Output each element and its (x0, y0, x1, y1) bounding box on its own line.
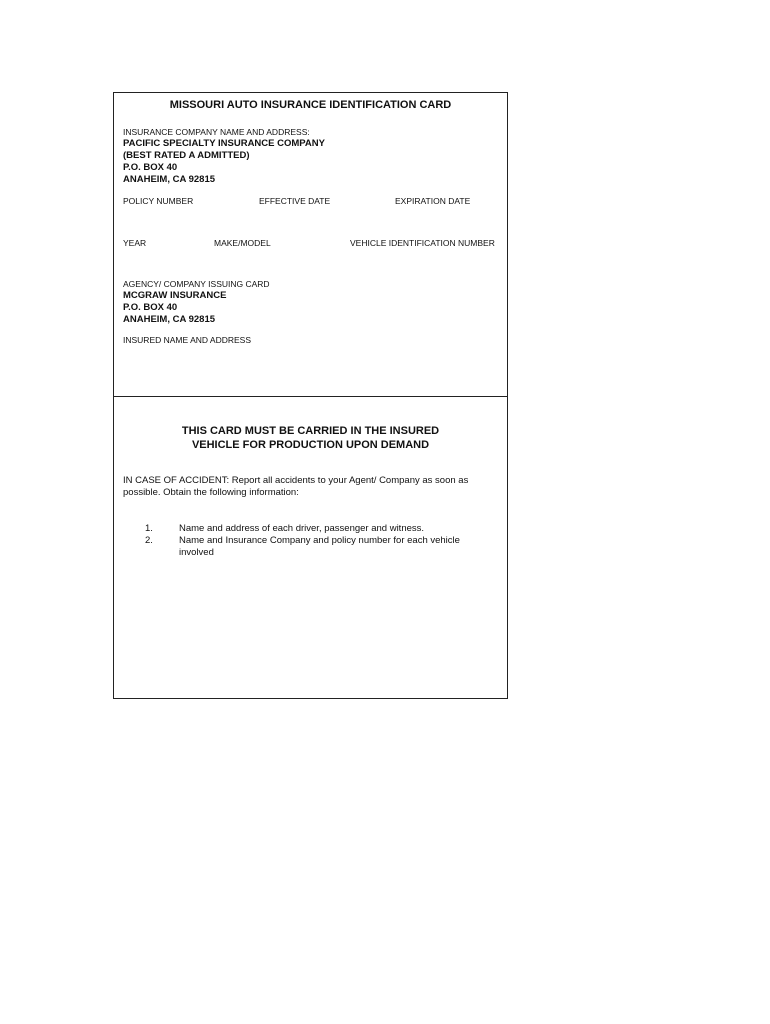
insured-label: INSURED NAME AND ADDRESS (123, 335, 251, 345)
policy-number-label: POLICY NUMBER (123, 196, 194, 206)
insurer-city: ANAHEIM, CA 92815 (123, 174, 216, 185)
agency-city: ANAHEIM, CA 92815 (123, 314, 216, 325)
card-title: MISSOURI AUTO INSURANCE IDENTIFICATION CARD (169, 99, 452, 111)
year-label: YEAR (123, 238, 147, 248)
insurer-po-box: P.O. BOX 40 (123, 162, 178, 173)
agency-label: AGENCY/ COMPANY ISSUING CARD (123, 279, 270, 289)
insurer-label: INSURANCE COMPANY NAME AND ADDRESS: (123, 127, 310, 137)
expiration-date-label: EXPIRATION DATE (395, 196, 471, 206)
notice-line-2: VEHICLE FOR PRODUCTION UPON DEMAND (191, 439, 430, 451)
id-card-back (113, 396, 508, 699)
effective-date-label: EFFECTIVE DATE (259, 196, 331, 206)
list-item-text: Name and Insurance Company and policy number for each vehicle involved (179, 535, 460, 558)
make-model-label: MAKE/MODEL (214, 238, 271, 248)
list-item-number: 2. (145, 535, 153, 546)
list-item-number: 1. (145, 523, 153, 534)
insurer-rating: (BEST RATED A ADMITTED) (123, 150, 250, 161)
vin-label: VEHICLE IDENTIFICATION NUMBER (350, 238, 495, 248)
accident-instructions: IN CASE OF ACCIDENT: Report all accidents to your Agent/ Company as soon as possible. Obtain the following information: (123, 475, 469, 498)
agency-name: MCGRAW INSURANCE (123, 290, 227, 301)
agency-po-box: P.O. BOX 40 (123, 302, 178, 313)
notice-line-1: THIS CARD MUST BE CARRIED IN THE INSURED (181, 425, 440, 437)
id-card-front (113, 92, 508, 397)
insurer-name: PACIFIC SPECIALTY INSURANCE COMPANY (123, 138, 325, 149)
list-item-text: Name and address of each driver, passenger and witness. (179, 523, 425, 534)
